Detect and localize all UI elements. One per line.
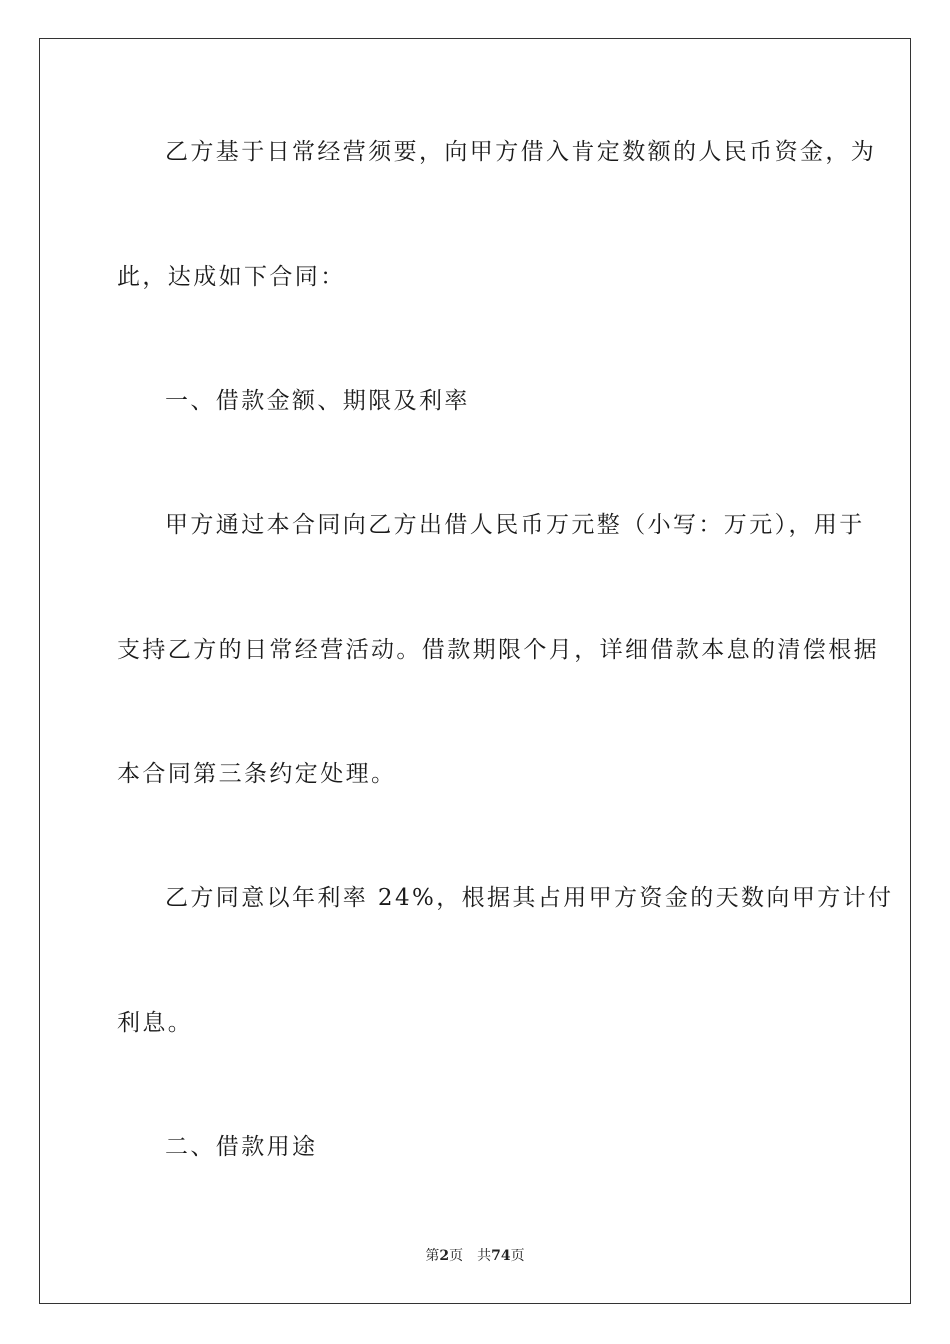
footer-total-suffix: 页: [510, 1248, 525, 1264]
footer-total-prefix: 共: [477, 1248, 492, 1264]
paragraph-line-6: 乙方同意以年利率 24%，根据其占用甲方资金的天数向甲方计付: [165, 885, 894, 911]
section-heading-1: 一、借款金额、期限及利率: [165, 388, 470, 414]
footer-current-page: 2: [439, 1248, 450, 1264]
section-heading-2: 二、借款用途: [165, 1134, 318, 1160]
paragraph-line-5: 本合同第三条约定处理。: [117, 761, 397, 787]
paragraph-line-2: 此，达成如下合同：: [117, 264, 346, 290]
paragraph-line-3: 甲方通过本合同向乙方出借人民币万元整（小写：万元），用于: [165, 512, 865, 538]
paragraph-line-7: 利息。: [117, 1010, 194, 1036]
paragraph-line-1: 乙方基于日常经营须要，向甲方借入肯定数额的人民币资金，为: [165, 139, 877, 165]
page-border: [39, 38, 911, 1304]
footer-total-pages: 74: [491, 1248, 511, 1264]
page-footer: [0, 1246, 950, 1266]
footer-page-suffix: 页: [449, 1248, 464, 1264]
footer-page-prefix: 第: [425, 1248, 440, 1264]
paragraph-line-4: 支持乙方的日常经营活动。借款期限个月，详细借款本息的清偿根据: [117, 637, 879, 663]
